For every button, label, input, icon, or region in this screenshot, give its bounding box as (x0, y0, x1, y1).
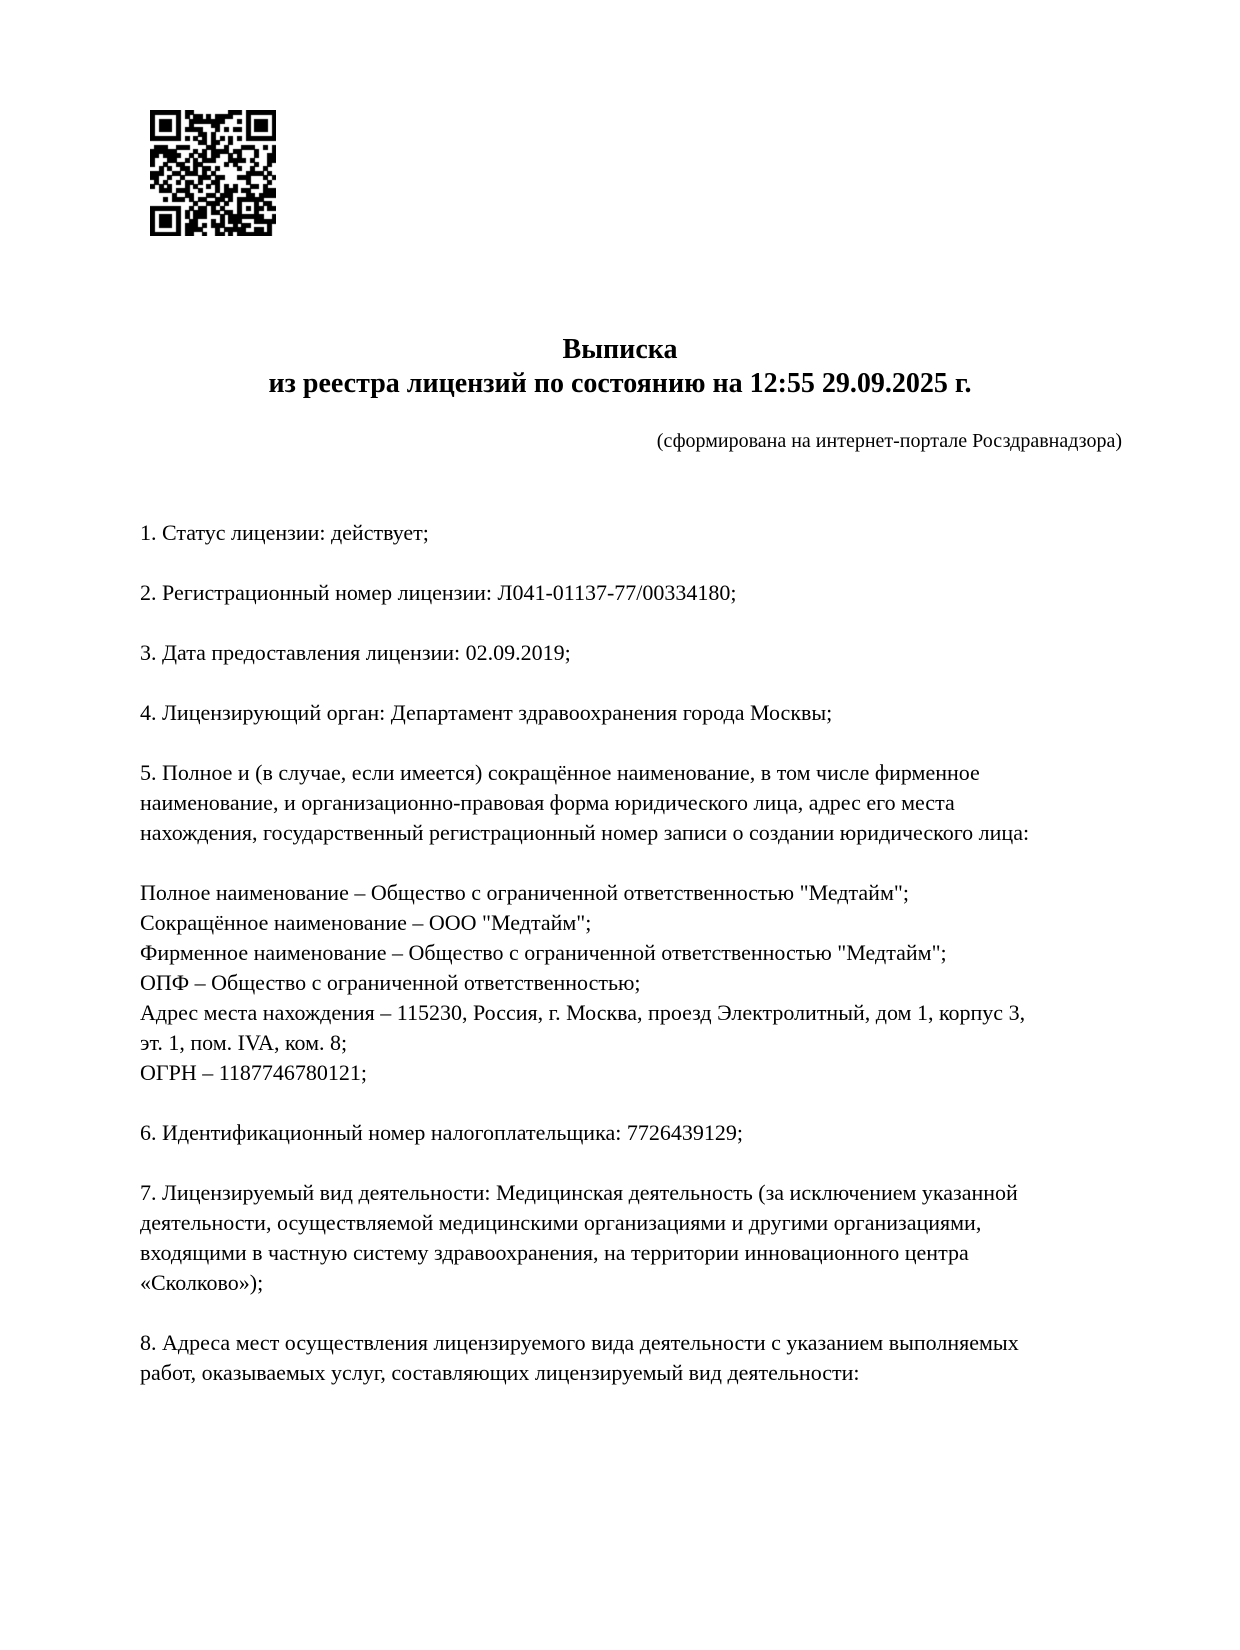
paragraph-line: Адрес места нахождения – 115230, Россия, г. Москва, проезд Электролитный, дом 1, корпус 3, (140, 1000, 1026, 1025)
paragraph-line: эт. 1, пом. IVA, ком. 8; (140, 1030, 348, 1055)
paragraph-1 (140, 518, 1130, 548)
paragraph-line: Полное наименование – Общество с ограниченной ответственностью "Медтайм"; (140, 880, 909, 905)
paragraph-line: 3. Дата предоставления лицензии: 02.09.2019; (140, 640, 571, 665)
paragraph-line: 8. Адреса мест осуществления лицензируемого вида деятельности с указанием выполняемых (140, 1330, 1019, 1355)
paragraph-line: 5. Полное и (в случае, если имеется) сокращённое наименование, в том числе фирменное (140, 760, 980, 785)
paragraph-5 (140, 758, 1130, 848)
paragraph-line: 2. Регистрационный номер лицензии: Л041-01137-77/00334180; (140, 580, 737, 605)
qr-code-image (150, 110, 276, 236)
paragraph-line: ОПФ – Общество с ограниченной ответственностью; (140, 970, 641, 995)
paragraph-line: «Сколково»); (140, 1270, 264, 1295)
document-title (0, 333, 1240, 401)
paragraph-line: 1. Статус лицензии: действует; (140, 520, 429, 545)
paragraph-line: 4. Лицензирующий орган: Департамент здравоохранения города Москвы; (140, 700, 833, 725)
paragraph-6 (140, 878, 1130, 1088)
paragraph-line: деятельности, осуществляемой медицинскими организациями и другими организациями, (140, 1210, 982, 1235)
paragraph-9 (140, 1328, 1130, 1388)
paragraph-line: Фирменное наименование – Общество с ограниченной ответственностью "Медтайм"; (140, 940, 947, 965)
paragraph-line: входящими в частную систему здравоохранения, на территории инновационного центра (140, 1240, 969, 1265)
paragraph-line: работ, оказываемых услуг, составляющих лицензируемый вид деятельности: (140, 1360, 860, 1385)
title-line-2: из реестра лицензий по состоянию на 12:55 29.09.2025 г. (268, 368, 972, 399)
document-subtitle: (сформирована на интернет-портале Росздравнадзора) (656, 430, 1122, 452)
paragraph-4 (140, 698, 1130, 728)
paragraph-line: Сокращённое наименование – ООО "Медтайм"; (140, 910, 592, 935)
paragraph-7 (140, 1118, 1130, 1148)
paragraph-line: ОГРН – 1187746780121; (140, 1060, 368, 1085)
paragraph-line: 7. Лицензируемый вид деятельности: Медицинская деятельность (за исключением указанной (140, 1180, 1018, 1205)
paragraph-8 (140, 1178, 1130, 1298)
paragraph-line: наименование, и организационно-правовая форма юридического лица, адрес его места (140, 790, 955, 815)
paragraph-line: нахождения, государственный регистрационный номер записи о создании юридического лица: (140, 820, 1030, 845)
paragraph-3 (140, 638, 1130, 668)
paragraph-line: 6. Идентификационный номер налогоплательщика: 7726439129; (140, 1120, 743, 1145)
paragraph-2 (140, 578, 1130, 608)
document-body (140, 518, 1130, 1388)
title-line-1: Выписка (562, 334, 678, 365)
